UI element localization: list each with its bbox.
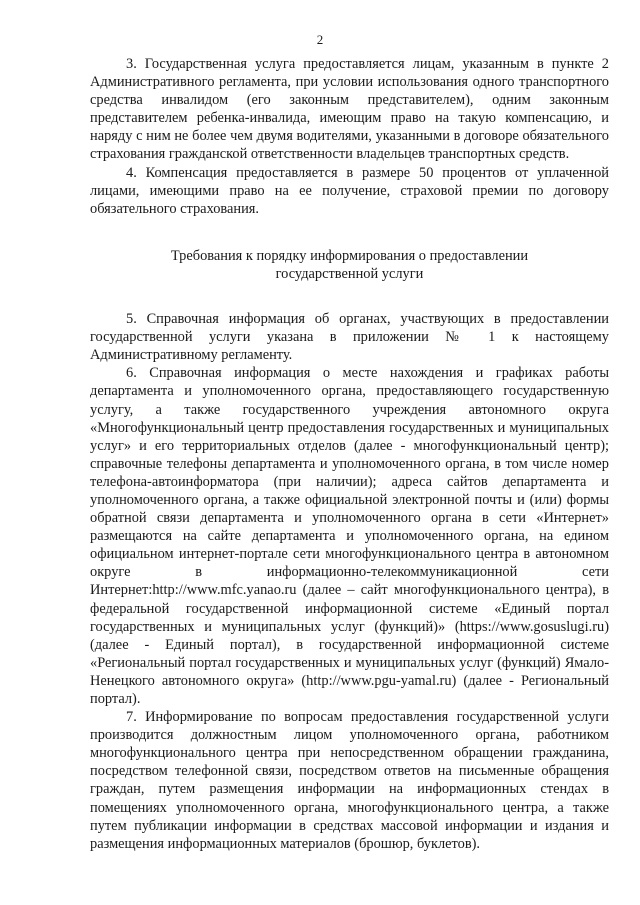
paragraph-5: 5. Справочная информация об органах, участвующих в предоставлении государственной услуги указана в приложении № 1 к настоящему Административному регламенту. (90, 311, 609, 364)
section-heading (90, 247, 609, 283)
section-heading-line-2: государственной услуги (275, 265, 424, 282)
paragraph-3: 3. Государственная услуга предоставляется лицам, указанным в пункте 2 Административного регламента, при условии использования одного транспортного средства инвалидом (его законным представителем), одним законным представителем ребенка-инвалида, имеющим право на такую компенсацию, и наряду с ним не более чем двумя водителями, указанными в договоре обязательного страхования гражданской ответственности владельцев транспортных средств. (90, 56, 609, 163)
paragraph-7: 7. Информирование по вопросам предоставления государственной услуги производится должностным лицом уполномоченного органа, работником многофункционального центра при непосредственном обращении гражданина, посредством телефонной связи, посредством ответов на письменные обращения граждан, путем размещения информации на информационных стендах в помещениях уполномоченного органа, многофункционального центра, а также путем публикации информации в средствах массовой информации и издания и размещения информационных материалов (брошюр, буклетов). (90, 709, 609, 852)
document-body (90, 55, 609, 853)
paragraph-4: 4. Компенсация предоставляется в размере 50 процентов от уплаченной лицами, имеющими право на ее получение, страховой премии по договору обязательного страхования. (90, 164, 609, 217)
paragraph-6: 6. Справочная информация о месте нахождения и графиках работы департамента и уполномоченного органа, предоставляющего государственную услугу, а также государственного учреждения автономного округа «Многофункциональный центр предоставления государственных и муниципальных услуг» и его территориальных отделов (далее - многофункциональный центр); справочные телефоны департамента и уполномоченного органа, в том числе номер телефона-автоинформатора (при наличии); адреса сайтов департамента и уполномоченного органа, а также официальной электронной почты и (или) формы обратной связи департамента и уполномоченного органа в сети «Интернет» размещаются на сайте департамента и уполномоченного органа, на едином официальном интернет-портале сети многофункционального центра в автономном округе в информационно-телекоммуникационной сети Интернет:http://www.mfc.yanao.ru (далее – сайт многофункционального центра), в федеральной государственной информационной системе «Единый портал государственных и муниципальных услуг (функций)» (https://www.gosuslugi.ru) (далее - Единый портал), в государственной информационной системе «Региональный портал государственных и муниципальных услуг (функций) Ямало-Ненецкого автономного округа» (http://www.pgu-yamal.ru) (далее - Региональный портал). (90, 365, 609, 707)
section-heading-line-1: Требования к порядку информирования о предоставлении (170, 247, 529, 264)
page-number: 2 (316, 32, 324, 47)
